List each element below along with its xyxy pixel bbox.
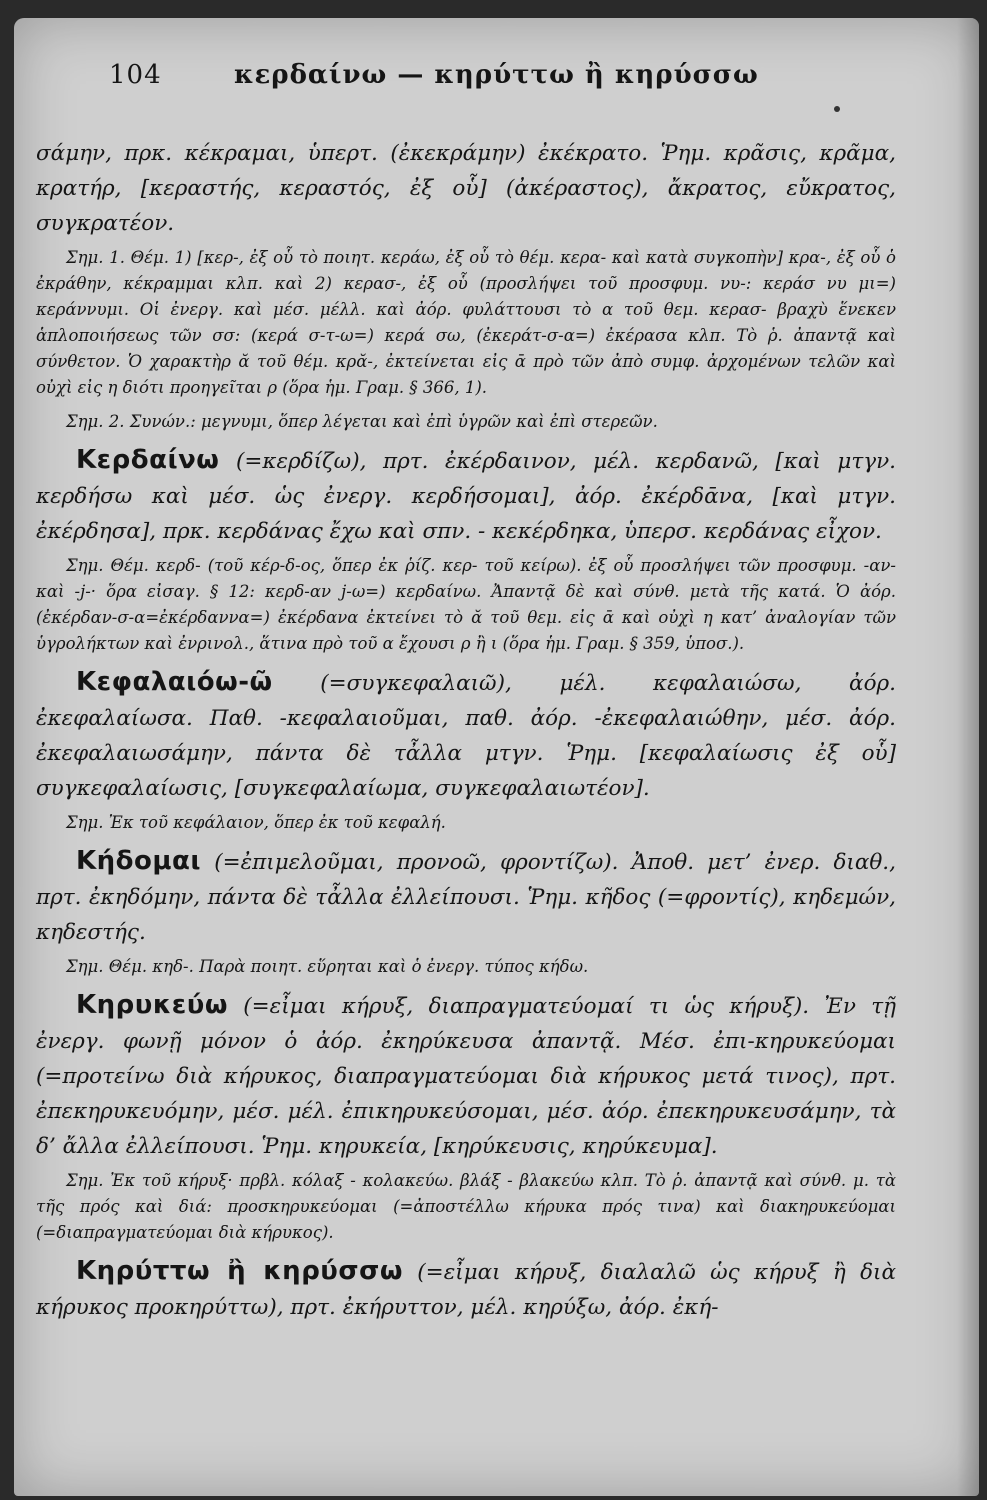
- entry-note: Σημ. Θέμ. κερδ- (τοῦ κέρ-δ-ος, ὅπερ ἐκ ῥίζ. κερ- τοῦ κείρω). ἐξ οὗ προσλήψει τῶν προσφυμ. -αν- καὶ -j-· ὅρα εἰσαγ. § 12: κερδ-αν j-ω=) κερδαίνω. Ἀπαντᾷ δὲ καὶ σύνθ. μετὰ τῆς κατά. Ὁ ἀόρ. (ἐκέρδαν-σ-α=ἐκέρδαννα=) ἐκέρδανα ἐκτείνει τὸ ᾰ τοῦ θεμ. εἰς ᾱ καὶ οὐχὶ η κατ’ ἀναλογίαν τῶν ὑγρολήκτων καὶ ἐνρινολ., ἅτινα πρὸ τοῦ α ἔχουσι ρ ἢ ι (ὅρα ἡμ. Γραμ. § 359, ὑποσ.).: [36, 556, 896, 653]
- entry-headword: Κεφαλαιόω-ῶ: [76, 667, 273, 697]
- entry-kerykeuo: [36, 988, 896, 1246]
- entry-note: Σημ. 2. Συνών.: μεγνυμι, ὅπερ λέγεται καὶ ἐπὶ ὑγρῶν καὶ ἐπὶ στερεῶν.: [66, 412, 658, 431]
- page-number: 104: [109, 60, 162, 90]
- book-page: [14, 18, 979, 1496]
- entry-text: Κεφαλαιόω-ῶ (=συγκεφαλαιῶ), μέλ. κεφαλαιώσω, ἀόρ. ἐκεφαλαίωσα. Παθ. -κεφαλαιοῦμαι, παθ. ἀόρ. -ἐκεφαλαιώθην, μέσ. ἀόρ. ἐκεφαλαιωσάμην, πάντα δὲ τἆλλα μτγν. Ῥημ. [κεφαλαίωσις ἐξ οὗ] συγκεφαλαίωσις, [συγκεφαλαίωμα, συγκεφαλαιωτέον].: [36, 667, 896, 801]
- entry-kefalaioo: [36, 665, 896, 836]
- page-edge-shadow: [957, 18, 979, 1496]
- entry-text: Κηρυκεύω (=εἶμαι κήρυξ, διαπραγματεύομαί τι ὡς κήρυξ). Ἐν τῇ ἐνεργ. φωνῇ μόνον ὁ ἀόρ. ἐκηρύκευσα ἀπαντᾷ. Μέσ. ἐπι-κηρυκεύομαι (=προτείνω διὰ κήρυκος, διαπραγματεύομαι διὰ κήρυκος μετά τινος), πρτ. ἐπεκηρυκευόμην, μέσ. μέλ. ἐπικηρυκεύσομαι, μέσ. ἀόρ. ἐπεκηρυκευσάμην, τὰ δ’ ἄλλα ἐλλείπουσι. Ῥημ. κηρυκεία, [κηρύκευσις, κηρύκευμα].: [36, 990, 896, 1159]
- page-body: [36, 136, 896, 1331]
- entry-text: σάμην, πρκ. κέκραμαι, ὑπερτ. (ἐκεκράμην) ἐκέκρατο. Ῥημ. κρᾶσις, κρᾶμα, κρατήρ, [κεραστής, κεραστός, ἐξ οὗ] (ἀκέραστος), ἄκρατος, εὔκρατος, συγκρατέον.: [36, 141, 896, 236]
- entry-text: Κήδομαι (=ἐπιμελοῦμαι, προνοῶ, φροντίζω). Ἀποθ. μετ’ ἐνερ. διαθ., πρτ. ἐκηδόμην, πάντα δὲ τἆλλα ἐλλείπουσι. Ῥημ. κῆδος (=φροντίς), κηδεμών, κηδεστής.: [36, 846, 896, 945]
- entry-kerytto: [36, 1254, 896, 1325]
- entry-note: Σημ. Ἐκ τοῦ κήρυξ· πρβλ. κόλαξ - κολακεύω. βλάξ - βλακεύω κλπ. Τὸ ῥ. ἀπαντᾷ καὶ σύνθ. μ. τὰ τῆς πρός καὶ διά: προσκηρυκεύομαι (=ἀποστέλλω κήρυκα πρός τινα) καὶ διακηρυκεύομαι (=διαπραγματεύομαι διὰ κήρυκος).: [36, 1171, 896, 1242]
- entry-headword: Κηρύττω ἢ κηρύσσω: [76, 1256, 403, 1286]
- entry-note: Σημ. Ἐκ τοῦ κεφάλαιον, ὅπερ ἐκ τοῦ κεφαλή.: [66, 813, 446, 832]
- entry-text: Κηρύττω ἢ κηρύσσω (=εἶμαι κήρυξ, διαλαλῶ ὡς κήρυξ ἢ διὰ κήρυκος προκηρύττω), πρτ. ἐκήρυττον, μέλ. κηρύξω, ἀόρ. ἐκή-: [36, 1256, 896, 1320]
- entry-headword: Κερδαίνω: [76, 445, 220, 475]
- running-title: κερδαίνω — κηρύττω ἢ κηρύσσω: [234, 60, 759, 90]
- entry-headword: Κηρυκεύω: [76, 990, 228, 1020]
- entry-kerdaino: [36, 443, 896, 657]
- entry-text: Κερδαίνω (=κερδίζω), πρτ. ἐκέρδαινον, μέλ. κερδανῶ, [καὶ μτγν. κερδήσω καὶ μέσ. ὡς ἐνεργ. κερδήσομαι], ἀόρ. ἐκέρδᾱνα, [καὶ μτγν. ἐκέρδησα], πρκ. κερδάνας ἔχω καὶ σπν. - κεκέρδηκα, ὑπερσ. κερδάνας εἶχον.: [36, 445, 896, 544]
- page-header: [109, 60, 869, 110]
- entry-kedomai: [36, 844, 896, 980]
- entry-headword: Κήδομαι: [76, 846, 202, 876]
- entry-note: Σημ. 1. Θέμ. 1) [κερ-, ἐξ οὗ τὸ ποιητ. κεράω, ἐξ οὗ τὸ θέμ. κερα- καὶ κατὰ συγκοπὴν] κρα-, ἐξ οὗ ὁ ἐκράθην, κέκραμμαι κλπ. καὶ 2) κερασ-, ἐξ οὗ (προσλήψει τοῦ προσφυμ. νυ-: κεράσ νυ μι=) κεράννυμι. Οἱ ἐνεργ. καὶ μέσ. μέλλ. καὶ ἀόρ. φυλάττουσι τὸ α τοῦ θεμ. κερασ- βραχὺ ἕνεκεν ἁπλοποιήσεως τῶν σσ: (κερά σ-τ-ω=) κερά σω, (ἐκεράτ-σ-α=) ἐκέρασα κλπ. Τὸ ῥ. ἀπαντᾷ καὶ σύνθετον. Ὁ χαρακτὴρ ᾰ τοῦ θέμ. κρᾰ-, ἐκτείνεται εἰς ᾱ πρὸ τῶν ἀπὸ συμφ. ἀρχομένων τελῶν καὶ οὐχὶ εἰς η διότι προηγεῖται ρ (ὅρα ἡμ. Γραμ. § 366, 1).: [36, 248, 896, 397]
- entry-note: Σημ. Θέμ. κηδ-. Παρὰ ποιητ. εὕρηται καὶ ὁ ἐνεργ. τύπος κήδω.: [66, 957, 589, 976]
- entry-continuation: [36, 136, 896, 435]
